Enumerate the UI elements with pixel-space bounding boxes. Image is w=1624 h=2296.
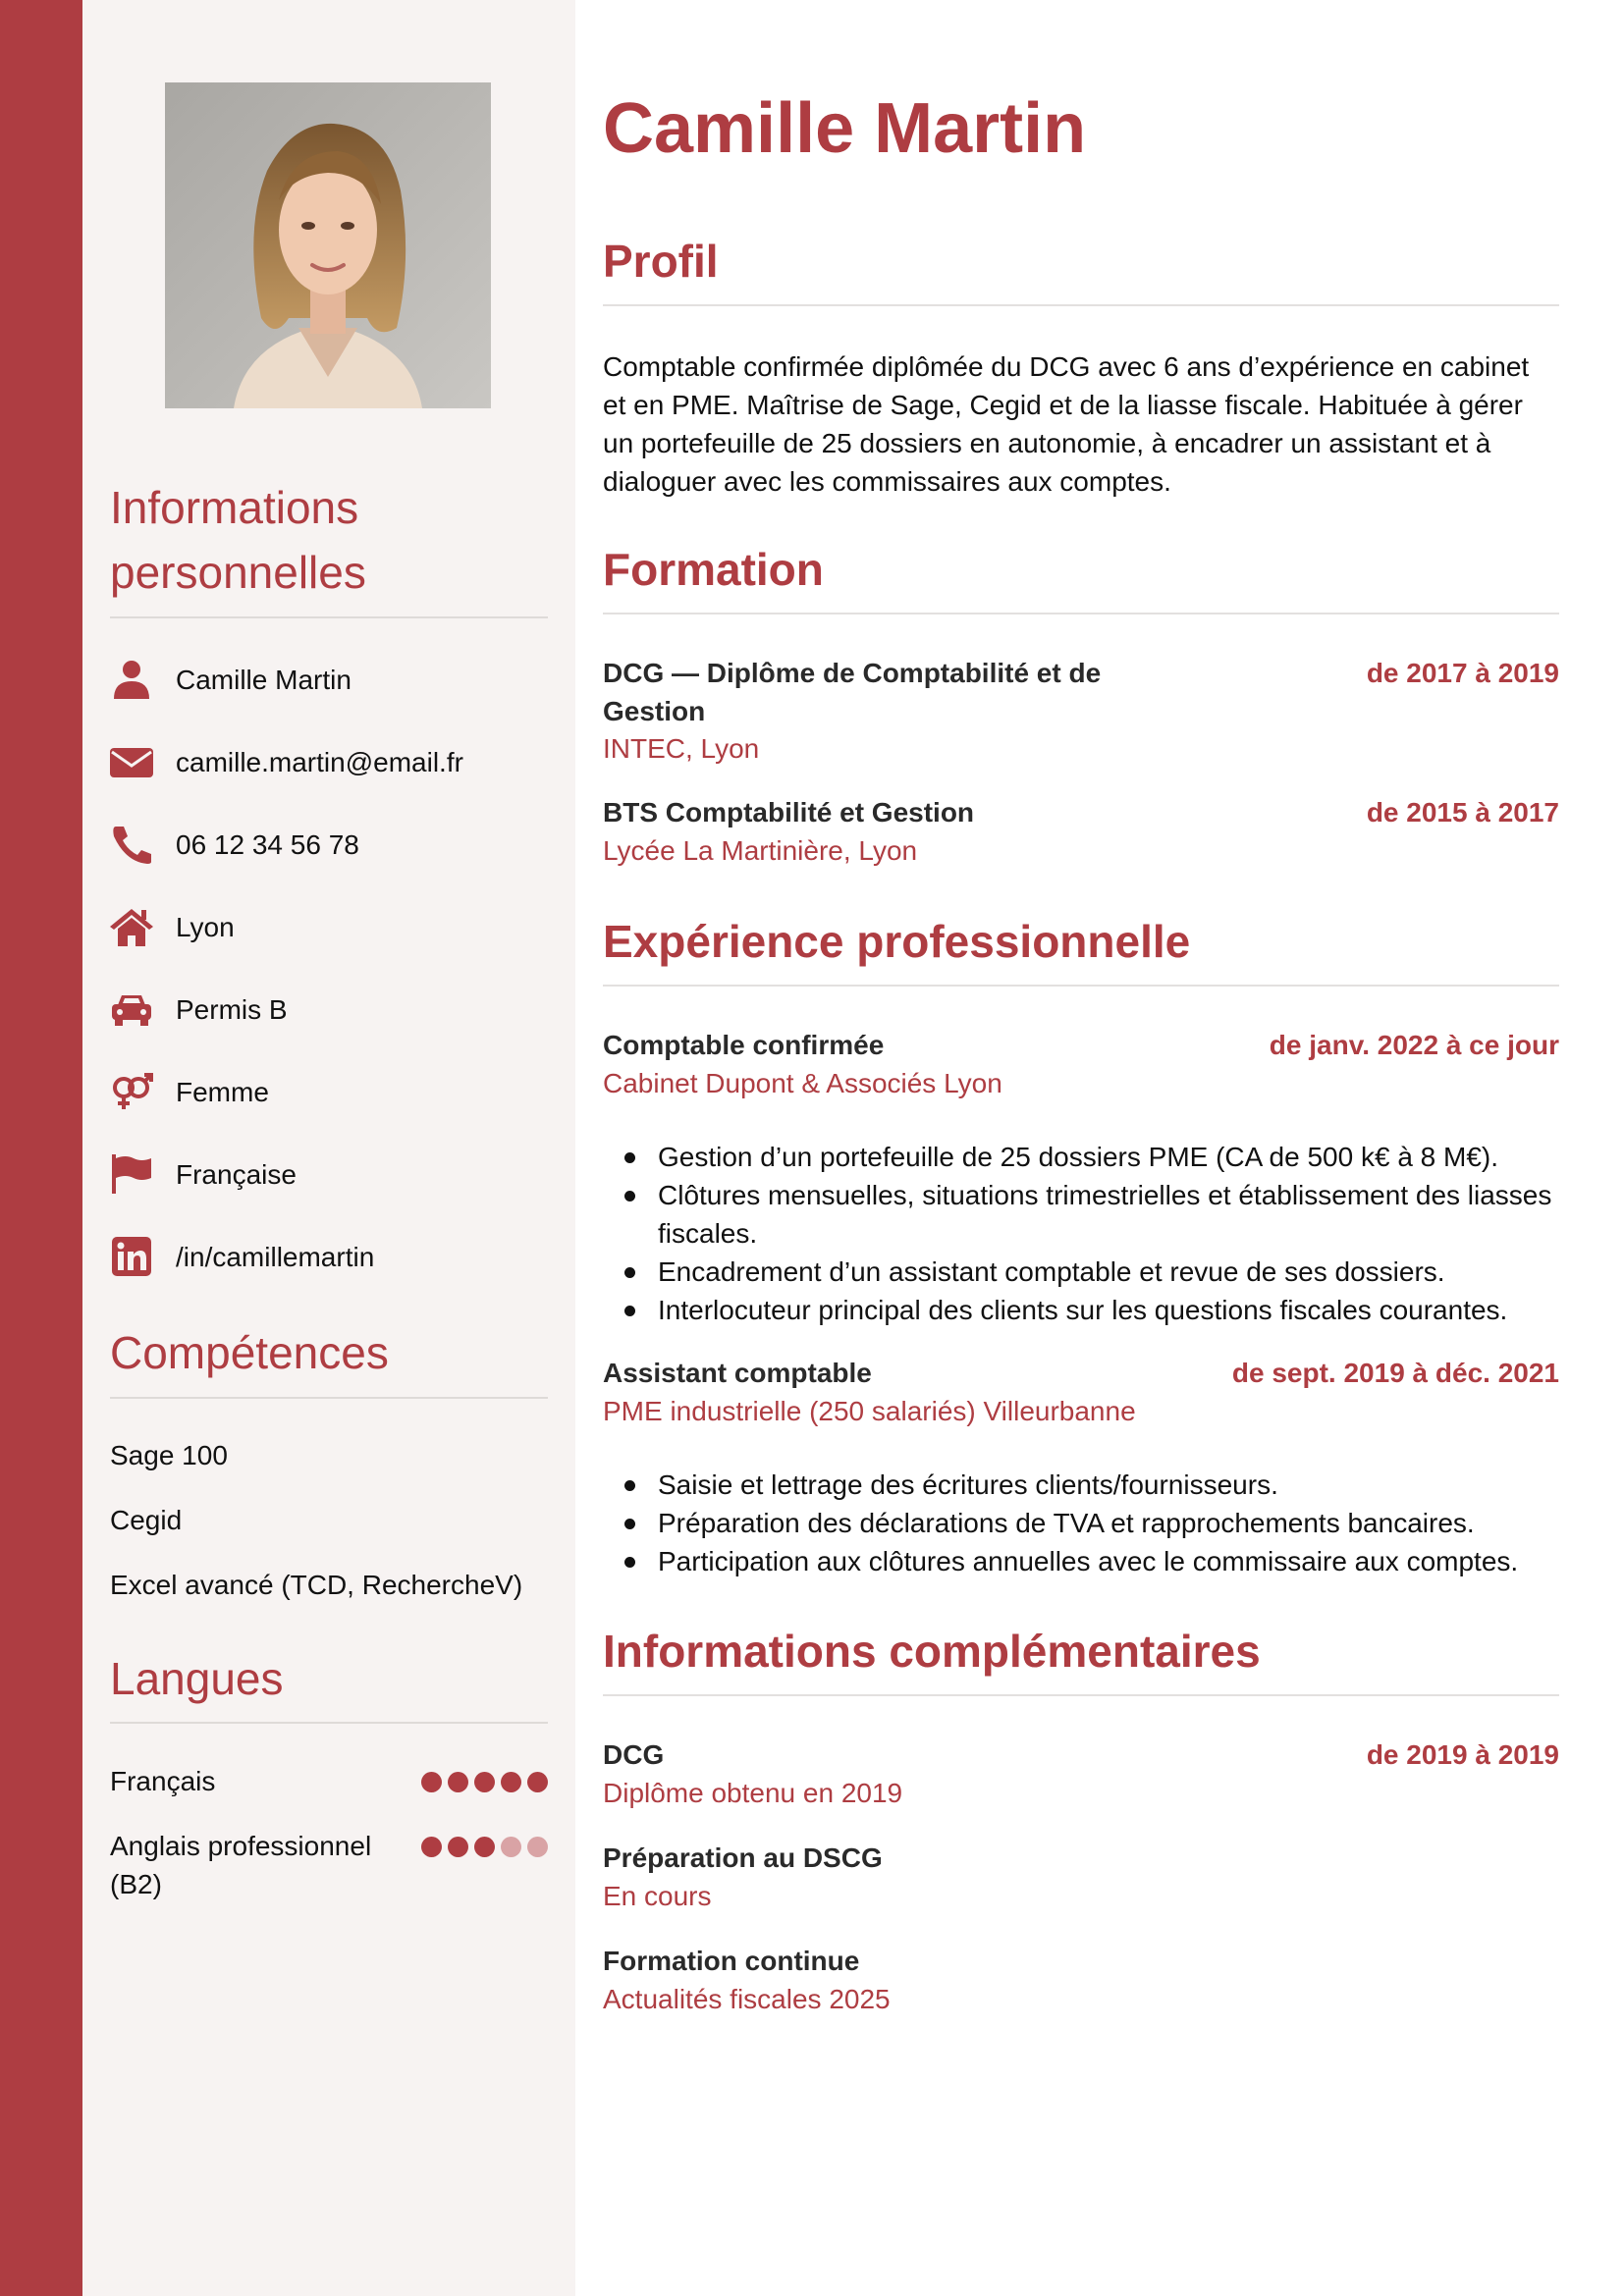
job-task: Clôtures mensuelles, situations trimestrielles et établissement des liasses fiscales. — [603, 1176, 1559, 1253]
level-dot-filled — [448, 1772, 468, 1792]
skills-title: Compétences — [110, 1327, 389, 1378]
job-company: Cabinet Dupont & Associés Lyon — [603, 1068, 1002, 1098]
level-dot-filled — [448, 1837, 468, 1857]
education-title: Formation — [603, 544, 824, 595]
job-tasks — [603, 1138, 1559, 1329]
level-dot-empty — [527, 1837, 548, 1857]
level-dot-filled — [474, 1772, 495, 1792]
level-dot-filled — [474, 1837, 495, 1857]
profile-title: Profil — [603, 236, 719, 287]
info-name-text: Camille Martin — [176, 665, 352, 695]
personal-info-title-line1: Informations — [110, 482, 359, 533]
info-license-text: Permis B — [176, 994, 288, 1025]
job-task: Saisie et lettrage des écritures clients/fournisseurs. — [603, 1466, 1559, 1504]
flag-icon — [110, 1154, 153, 1194]
job-task: Encadrement d’un assistant comptable et revue de ses dossiers. — [603, 1253, 1559, 1291]
divider — [603, 304, 1559, 306]
skill-item: Cegid — [110, 1505, 183, 1535]
info-name — [110, 660, 548, 699]
info-city — [110, 907, 548, 946]
info-linkedin-text[interactable]: /in/camillemartin — [176, 1242, 375, 1272]
personal-info-title-line2: personnelles — [110, 547, 366, 598]
profile-text: Comptable confirmée diplômée du DCG avec 6 ans d’expérience en cabinet et en PME. Maîtrise de Sage, Cegid et de la liasse fiscale. Habituée à gérer un portefeuille de 25 dossiers en autonomie, à encadrer un assistant et à dialoguer avec les commissaires aux comptes. — [603, 351, 1530, 497]
job-task: Participation aux clôtures annuelles avec le commissaire aux comptes. — [603, 1542, 1559, 1580]
divider — [603, 1694, 1559, 1696]
education-school: Lycée La Martinière, Lyon — [603, 835, 918, 866]
info-nationality-text: Française — [176, 1159, 297, 1190]
job-company: PME industrielle (250 salariés) Villeurbanne — [603, 1396, 1136, 1426]
info-license — [110, 989, 548, 1029]
divider — [603, 613, 1559, 614]
info-nationality — [110, 1154, 548, 1194]
additional-item-title: Préparation au DSCG — [603, 1842, 883, 1873]
job-task: Interlocuteur principal des clients sur les questions fiscales courantes. — [603, 1291, 1559, 1329]
additional-item-sub: En cours — [603, 1881, 712, 1911]
profile-photo — [165, 82, 491, 408]
language-level — [421, 1837, 548, 1856]
portrait-image — [165, 82, 491, 408]
info-gender-text: Femme — [176, 1077, 269, 1107]
level-dot-filled — [421, 1837, 442, 1857]
level-dot-empty — [501, 1837, 521, 1857]
info-email — [110, 742, 548, 781]
level-dot-filled — [527, 1772, 548, 1792]
education-degree: BTS Comptabilité et Gestion — [603, 797, 975, 828]
additional-item-title: Formation continue — [603, 1946, 860, 1976]
accent-strip — [0, 0, 82, 2296]
language-name: Français — [110, 1766, 216, 1796]
divider — [110, 1722, 548, 1724]
job-task: Gestion d’un portefeuille de 25 dossiers PME (CA de 500 k€ à 8 M€). — [603, 1138, 1559, 1176]
info-phone-text[interactable]: 06 12 34 56 78 — [176, 829, 359, 860]
additional-item-date: de 2019 à 2019 — [1366, 1739, 1559, 1770]
info-gender — [110, 1072, 548, 1111]
language-name: Anglais professionnel (B2) — [110, 1831, 372, 1899]
job-tasks — [603, 1466, 1559, 1580]
user-icon — [110, 660, 153, 699]
additional-title: Informations complémentaires — [603, 1626, 1261, 1677]
languages-title: Langues — [110, 1653, 284, 1704]
education-date: de 2015 à 2017 — [1366, 797, 1559, 828]
experience-title: Expérience professionnelle — [603, 916, 1191, 967]
level-dot-filled — [421, 1772, 442, 1792]
job-title: Comptable confirmée — [603, 1030, 885, 1060]
info-city-text: Lyon — [176, 912, 235, 942]
skill-item: Excel avancé (TCD, RechercheV) — [110, 1570, 523, 1600]
additional-item-title: DCG — [603, 1739, 665, 1770]
additional-item-sub: Diplôme obtenu en 2019 — [603, 1778, 903, 1808]
job-task: Préparation des déclarations de TVA et rapprochements bancaires. — [603, 1504, 1559, 1542]
education-date: de 2017 à 2019 — [1366, 658, 1559, 688]
divider — [110, 616, 548, 618]
divider — [603, 985, 1559, 987]
language-level — [421, 1772, 548, 1791]
level-dot-filled — [501, 1772, 521, 1792]
job-date: de sept. 2019 à déc. 2021 — [1231, 1358, 1559, 1388]
candidate-name: Camille Martin — [603, 89, 1087, 168]
car-icon — [110, 989, 153, 1029]
phone-icon — [110, 825, 153, 864]
education-degree: DCG — Diplôme de Comptabilité et de Gestion — [603, 658, 1102, 726]
education-school: INTEC, Lyon — [603, 733, 760, 764]
job-title: Assistant comptable — [603, 1358, 872, 1388]
additional-item-sub: Actualités fiscales 2025 — [603, 1984, 891, 2014]
job-date: de janv. 2022 à ce jour — [1269, 1030, 1559, 1060]
skill-item: Sage 100 — [110, 1440, 228, 1470]
envelope-icon — [110, 742, 153, 781]
info-email-text[interactable]: camille.martin@email.fr — [176, 747, 463, 777]
divider — [110, 1397, 548, 1399]
info-phone — [110, 825, 548, 864]
info-linkedin — [110, 1237, 548, 1276]
gender-icon — [110, 1072, 153, 1111]
home-icon — [110, 907, 153, 946]
personal-info-title — [110, 475, 548, 605]
linkedin-icon — [110, 1237, 153, 1276]
